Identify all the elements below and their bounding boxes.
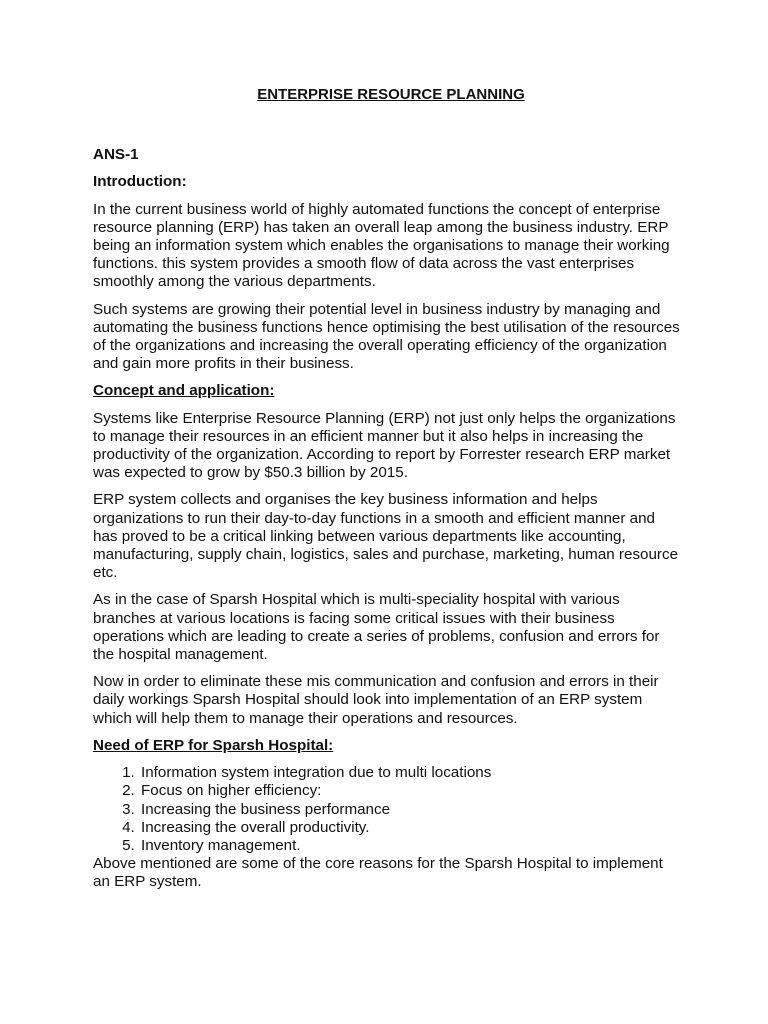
need-list — [93, 764, 683, 855]
concept-heading: Concept and application: — [93, 382, 275, 400]
concept-paragraph: Now in order to eliminate these mis communication and confusion and errors in their daily workings Sparsh Hospital should look into implementation of an ERP system which will help them to manage their operations and resources. — [93, 673, 659, 727]
introduction-paragraph: In the current business world of highly automated functions the concept of enterprise resource planning (ERP) has taken an overall leap among the business industry. ERP being an information system which enables the organisations to manage their working functions. this system provides a smooth flow of data across the vast enterprises smoothly among the various departments. — [93, 200, 670, 291]
answer-label: ANS-1 — [93, 146, 139, 164]
need-list-item: 5. Inventory management. — [139, 837, 683, 855]
introduction-paragraph: Such systems are growing their potential level in business industry by managing and automating the business functions hence optimising the best utilisation of the resources of the organizations and increasing the overall operating efficiency of the organization and gain more profits in their business. — [93, 300, 680, 373]
need-list-item: 4. Increasing the overall productivity. — [139, 819, 683, 837]
document-page — [93, 86, 683, 901]
concept-paragraph: Systems like Enterprise Resource Planning (ERP) not just only helps the organizations to manage their resources in an efficient manner but it also helps in increasing the productivity of the organization. According to report by Forrester research ERP market was expected to grow by $50.3 billion by 2015. — [93, 409, 676, 482]
closing-paragraph: Above mentioned are some of the core reasons for the Sparsh Hospital to implement an ERP system. — [93, 855, 663, 891]
need-list-item: 3. Increasing the business performance — [139, 801, 683, 819]
need-list-item: 2. Focus on higher efficiency: — [139, 782, 683, 800]
document-title: ENTERPRISE RESOURCE PLANNING — [257, 86, 525, 103]
concept-paragraph: ERP system collects and organises the key business information and helps organizations to run their day-to-day functions in a smooth and efficient manner and has proved to be a critical linking between various departments like accounting, manufacturing, supply chain, logistics, sales and purchase, marketing, human resource etc. — [93, 491, 679, 582]
need-heading: Need of ERP for Sparsh Hospital: — [93, 736, 334, 754]
concept-paragraph: As in the case of Sparsh Hospital which is multi-speciality hospital with various branches at various locations is facing some critical issues with their business operations which are leading to create a series of problems, confusion and errors for the hospital management. — [93, 591, 660, 664]
introduction-heading: Introduction: — [93, 173, 187, 191]
need-list-item: 1. Information system integration due to multi locations — [139, 764, 683, 782]
